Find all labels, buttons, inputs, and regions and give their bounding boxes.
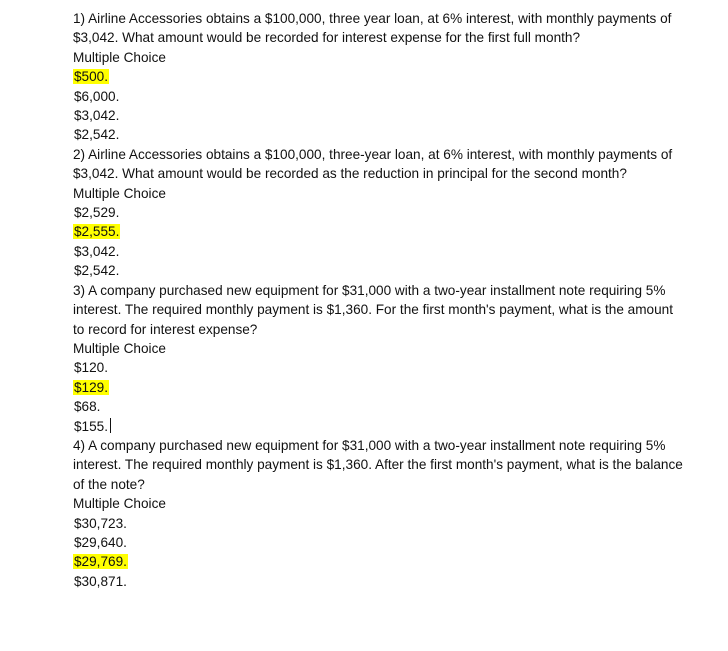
question-4 <box>73 436 683 591</box>
answer-option: $29,640. <box>74 534 127 550</box>
text-cursor <box>110 418 111 433</box>
answer-option: $68. <box>74 399 101 415</box>
question-text: 4) A company purchased new equipment for $31,000 with a two-year installment note requiring 5% interest. The required monthly payment is $1,360. After the first month's payment, what is the balance of the note? <box>73 437 683 492</box>
answer-option: $30,871. <box>74 573 127 589</box>
answer-option: $2,542. <box>74 127 120 143</box>
answer-option: $120. <box>74 360 109 376</box>
answer-option: $2,542. <box>74 263 120 279</box>
answer-option: $3,042. <box>74 108 120 124</box>
answer-option: $30,723. <box>74 515 127 531</box>
answer-option: $3,042. <box>74 243 120 259</box>
multiple-choice-label: Multiple Choice <box>73 49 166 65</box>
answer-option: $2,555. <box>74 224 120 240</box>
answer-option: $155. <box>73 417 683 436</box>
question-text: 3) A company purchased new equipment for $31,000 with a two-year installment note requiring 5% interest. The required monthly payment is $1,360. For the first month's payment, what is the amount to record for interest expense? <box>73 282 674 337</box>
multiple-choice-label: Multiple Choice <box>73 496 166 512</box>
question-3 <box>73 281 683 436</box>
answer-option: $6,000. <box>74 88 120 104</box>
answer-option: $2,529. <box>74 205 120 221</box>
question-2 <box>73 145 683 281</box>
answer-option: $129. <box>74 379 109 395</box>
answer-option: $500. <box>74 69 109 85</box>
question-1 <box>73 9 683 145</box>
multiple-choice-label: Multiple Choice <box>73 185 166 201</box>
document-body <box>73 9 683 591</box>
question-text: 2) Airline Accessories obtains a $100,000, three-year loan, at 6% interest, with monthly payments of $3,042. What amount would be recorded as the reduction in principal for the second month? <box>73 146 673 182</box>
answer-option: $29,769. <box>74 554 127 570</box>
multiple-choice-label: Multiple Choice <box>73 340 166 356</box>
question-text: 1) Airline Accessories obtains a $100,000, three year loan, at 6% interest, with monthly payments of $3,042. What amount would be recorded for interest expense for the first full month? <box>73 11 672 46</box>
